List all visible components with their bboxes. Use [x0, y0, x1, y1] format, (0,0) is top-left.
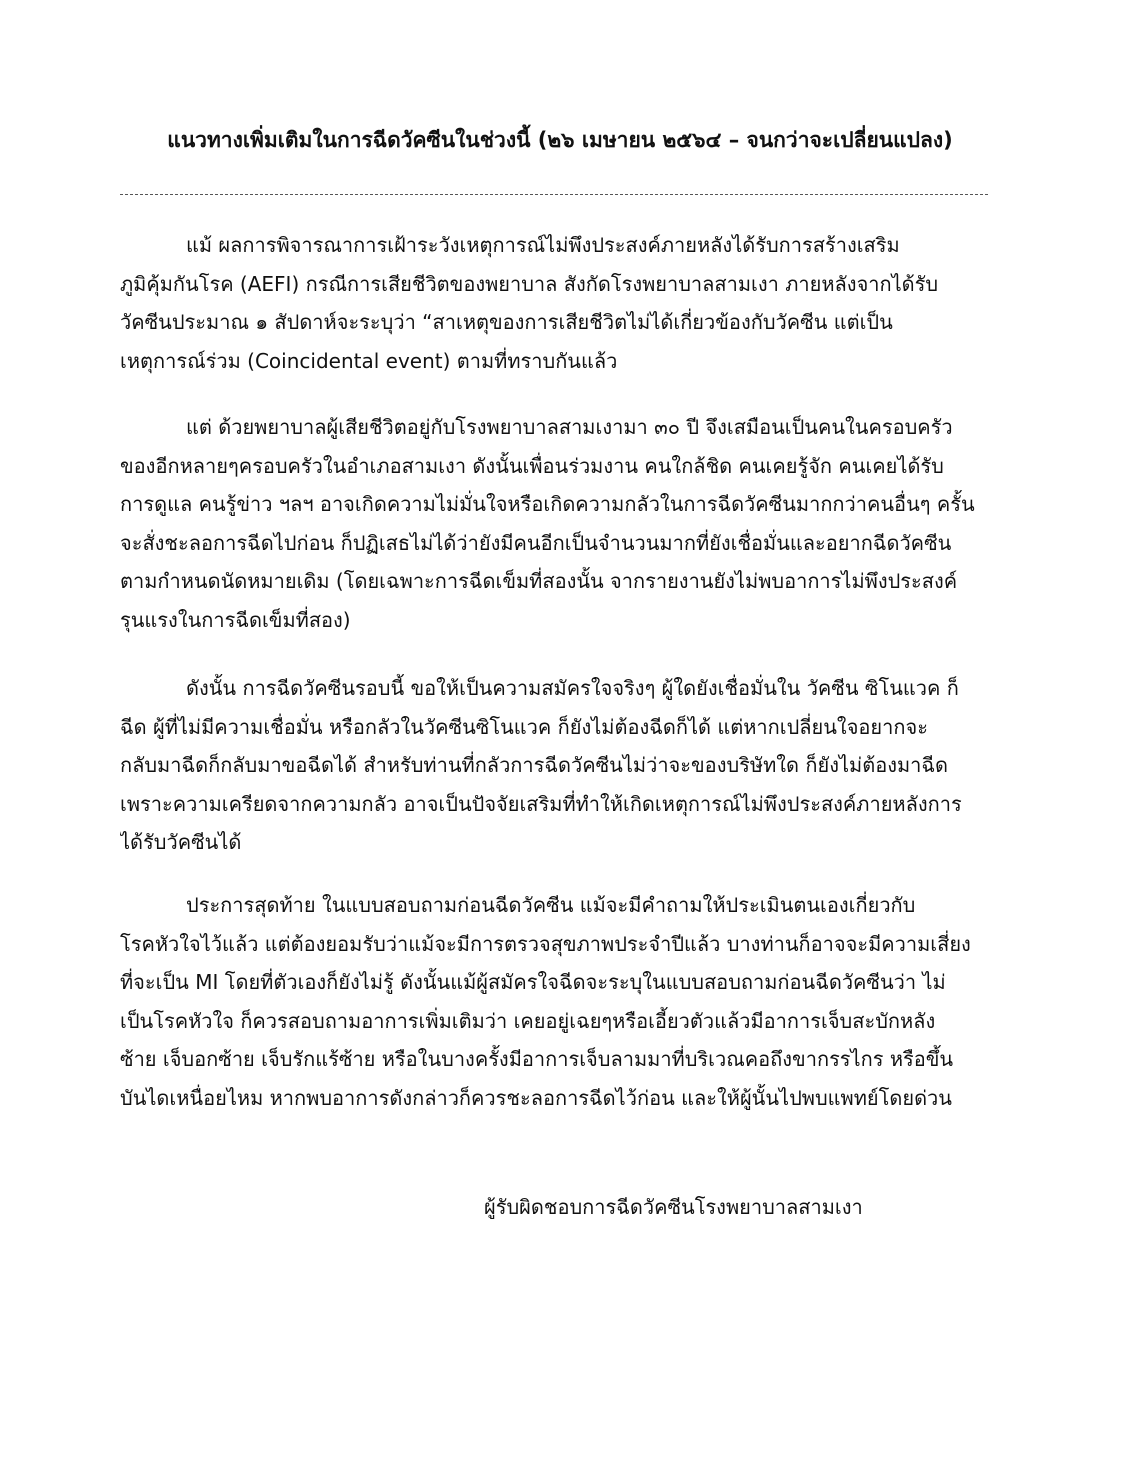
paragraph-line: การดูแล คนรู้ข่าว ฯลฯ อาจเกิดความไม่มั่นใจหรือเกิดความกลัวในการฉีดวัคซีนมากกว่าคนอื่นๆ ครั้น	[120, 492, 975, 516]
paragraph-line: ที่จะเป็น MI โดยที่ตัวเองก็ยังไม่รู้ ดังนั้นแม้ผู้สมัครใจฉีดจะระบุในแบบสอบถามก่อนฉีดวัคซีนว่า ไม่	[120, 970, 946, 994]
paragraph-line: ตามกำหนดนัดหมายเดิม (โดยเฉพาะการฉีดเข็มที่สองนั้น จากรายงานยังไม่พบอาการไม่พึงประสงค์	[120, 569, 958, 593]
paragraph-line: ได้รับวัคซีนได้	[120, 830, 242, 854]
paragraph-line: ฉีด ผู้ที่ไม่มีความเชื่อมั่น หรือกลัวในวัคซีนซิโนแวค ก็ยังไม่ต้องฉีดก็ได้ แต่หากเปลี่ยนใจอยากจะ	[120, 714, 928, 739]
paragraph-line: จะสั่งชะลอการฉีดไปก่อน ก็ปฏิเสธไม่ได้ว่ายังมีคนอีกเป็นจำนวนมากที่ยังเชื่อมั่นและอยากฉีดวัคซีน	[120, 530, 952, 555]
paragraph-voluntary-vaccination	[120, 669, 988, 862]
paragraph-line: บันไดเหนื่อยไหม หากพบอาการดังกล่าวก็ควรชะลอการฉีดไว้ก่อน และให้ผู้นั้นไปพบแพทย์โดยด่วน	[120, 1085, 952, 1110]
paragraph-line: เพราะความเครียดจากความกลัว อาจเป็นปัจจัยเสริมที่ทำให้เกิดเหตุการณ์ไม่พึงประสงค์ภายหลังการ	[120, 791, 962, 816]
paragraph-line: แม้ ผลการพิจารณาการเฝ้าระวังเหตุการณ์ไม่พึงประสงค์ภายหลังได้รับการสร้างเสริม	[186, 233, 900, 257]
paragraph-line: ดังนั้น การฉีดวัคซีนรอบนี้ ขอให้เป็นความสมัครใจจริงๆ ผู้ใดยังเชื่อมั่นใน วัคซีน ซิโนแวค ก็	[186, 676, 959, 700]
signature-line: ผู้รับผิดชอบการฉีดวัคซีนโรงพยาบาลสามเงา	[484, 1195, 863, 1219]
document-title: แนวทางเพิ่มเติมในการฉีดวัคซีนในช่วงนี้ (๒๖ เมษายน ๒๕๖๔ – จนกว่าจะเปลี่ยนแปลง)	[167, 128, 953, 152]
paragraph-aefi-result	[120, 226, 988, 380]
paragraph-line: เป็นโรคหัวใจ ก็ควรสอบถามอาการเพิ่มเติมว่า เคยอยู่เฉยๆหรือเอี้ยวตัวแล้วมีอาการเจ็บสะบักหลัง	[120, 1008, 936, 1033]
paragraph-line: เหตุการณ์ร่วม (Coincidental event) ตามที่ทราบกันแล้ว	[120, 348, 618, 373]
paragraph-line: วัคซีนประมาณ ๑ สัปดาห์จะระบุว่า “สาเหตุของการเสียชีวิตไม่ได้เกี่ยวข้องกับวัคซีน แต่เป็น	[120, 310, 893, 334]
paragraph-line: แต่ ด้วยพยาบาลผู้เสียชีวิตอยู่กับโรงพยาบาลสามเงามา ๓๐ ปี จึงเสมือนเป็นคนในครอบครัว	[186, 415, 953, 439]
paragraph-heart-screening	[120, 886, 988, 1117]
paragraph-line: ประการสุดท้าย ในแบบสอบถามก่อนฉีดวัคซีน แม้จะมีคำถามให้ประเมินตนเองเกี่ยวกับ	[186, 893, 916, 917]
paragraph-line: ซ้าย เจ็บอกซ้าย เจ็บรักแร้ซ้าย หรือในบางครั้งมีอาการเจ็บลามมาที่บริเวณคอถึงขากรรไกร หรือขึ้น	[120, 1047, 954, 1071]
dashed-divider	[120, 194, 988, 195]
paragraph-community-concern	[120, 408, 988, 639]
paragraph-line: รุนแรงในการฉีดเข็มที่สอง)	[120, 607, 351, 632]
paragraph-line: กลับมาฉีดก็กลับมาขอฉีดได้ สำหรับท่านที่กลัวการฉีดวัคซีนไม่ว่าจะของบริษัทใด ก็ยังไม่ต้องมาฉีด	[120, 753, 948, 777]
paragraph-line: ของอีกหลายๆครอบครัวในอำเภอสามเงา ดังนั้นเพื่อนร่วมงาน คนใกล้ชิด คนเคยรู้จัก คนเคยได้รับ	[120, 453, 944, 478]
paragraph-line: ภูมิคุ้มกันโรค (AEFI) กรณีการเสียชีวิตของพยาบาล สังกัดโรงพยาบาลสามเงา ภายหลังจากได้รับ	[120, 271, 939, 296]
paragraph-line: โรคหัวใจไว้แล้ว แต่ต้องยอมรับว่าแม้จะมีการตรวจสุขภาพประจำปีแล้ว บางท่านก็อาจจะมีความเสี่ยง	[120, 931, 971, 956]
